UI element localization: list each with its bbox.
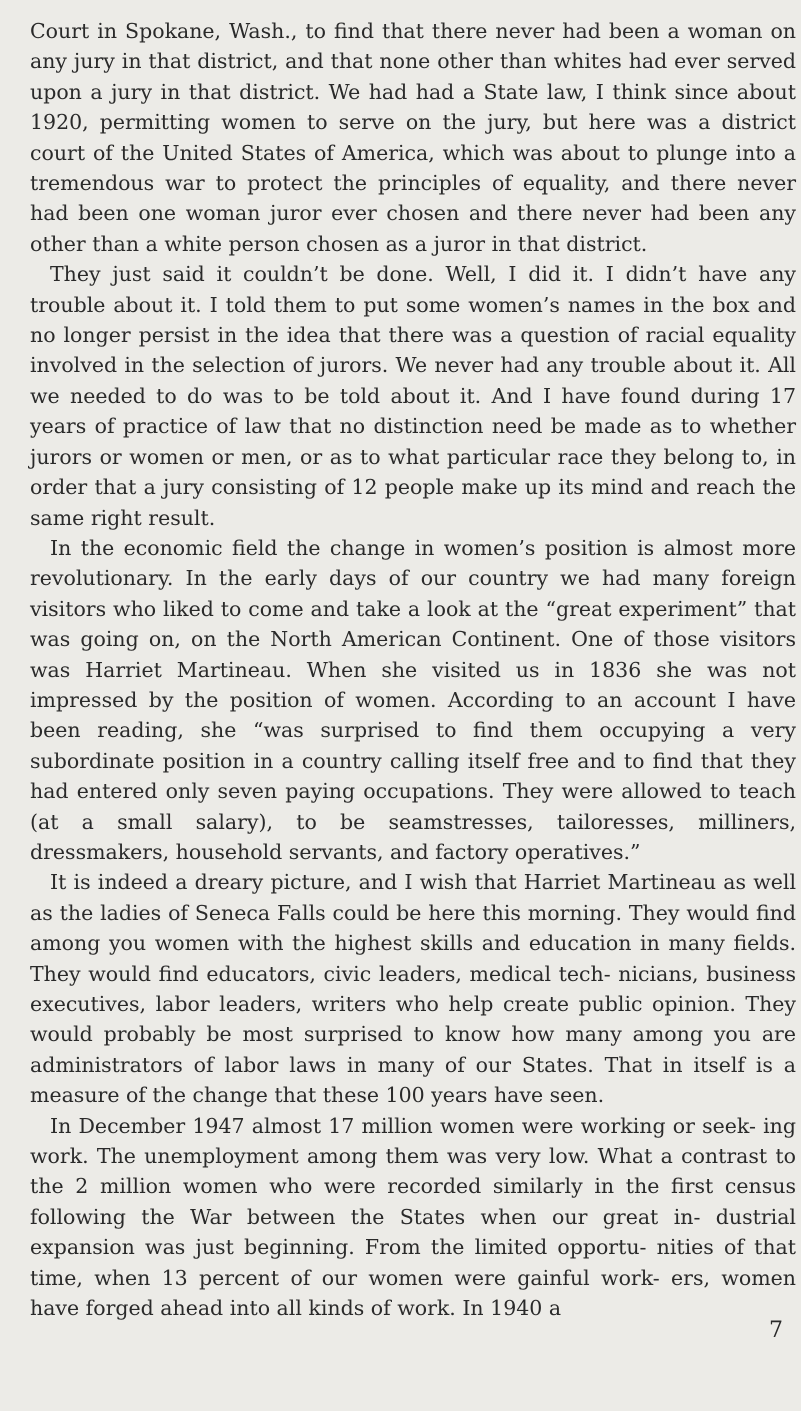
paragraph-2: They just said it couldn’t be done. Well, I did it. I didn’t have any trouble about it. I told them to put some women’s names in the box and no longer persist in the idea that there was a question of racial equality involved in the selection of jurors. We never had any trouble about it. All we needed to do was to be told about it. And I have found during 17 years of practice of law that no distinction need be made as to whether jurors or women or men, or as to what particular race they belong to, in order that a jury consisting of 12 people make up its mind and reach the same right result. — [30, 262, 796, 530]
paragraph-3: In the economic field the change in women’s position is almost more revolutionary. In the early days of our country we had many foreign visitors who liked to come and take a look at the “great experiment” that was going on, on the North American Continent. One of those visitors was Harriet Martineau. When she visited us in 1836 she was not impressed by the position of women. According to an account I have been reading, she “was surprised to find them occupying a very subordinate position in a country calling itself free and to find that they had entered only seven paying occupations. They were allowed to teach (at a small salary), to be seamstresses, tailoresses, milliners, dressmakers, household servants, and factory operatives.” — [30, 535, 796, 864]
paragraph-1: Court in Spokane, Wash., to find that there never had been a woman on any jury in that district, and that none other than whites had ever served upon a jury in that district. We had had a State law, I think since about 1920, permitting women to serve on the jury, but here was a district court of the United States of America, which was about to plunge into a tremendous war to protect the principles of equality, and there never had been one woman juror ever chosen and there never had been any other than a white person chosen as a juror in that district. — [30, 19, 796, 256]
paragraph-4: It is indeed a dreary picture, and I wish that Harriet Martineau as well as the ladies of Seneca Falls could be here this morning. They would find among you women with the highest skills and education in many fields. They would find educators, civic leaders, medical tech- nicians, business executives, labor leaders, writers who help create public opinion. They would probably be most surprised to know how many among you are administrators of labor laws in many of our States. That in itself is a measure of the change that these 100 years have seen. — [30, 870, 796, 1108]
body-text — [30, 16, 796, 1323]
paragraph-5: In December 1947 almost 17 million women were working or seek- ing work. The unemployment among them was very low. What a contrast to the 2 million women who were recorded similarly in the first census following the War between the States when our great in- dustrial expansion was just beginning. From the limited opportu- nities of that time, when 13 percent of our women were gainful work- ers, women have forged ahead into all kinds of work. In 1940 a — [30, 1113, 796, 1321]
page-number: 7 — [769, 1318, 783, 1343]
